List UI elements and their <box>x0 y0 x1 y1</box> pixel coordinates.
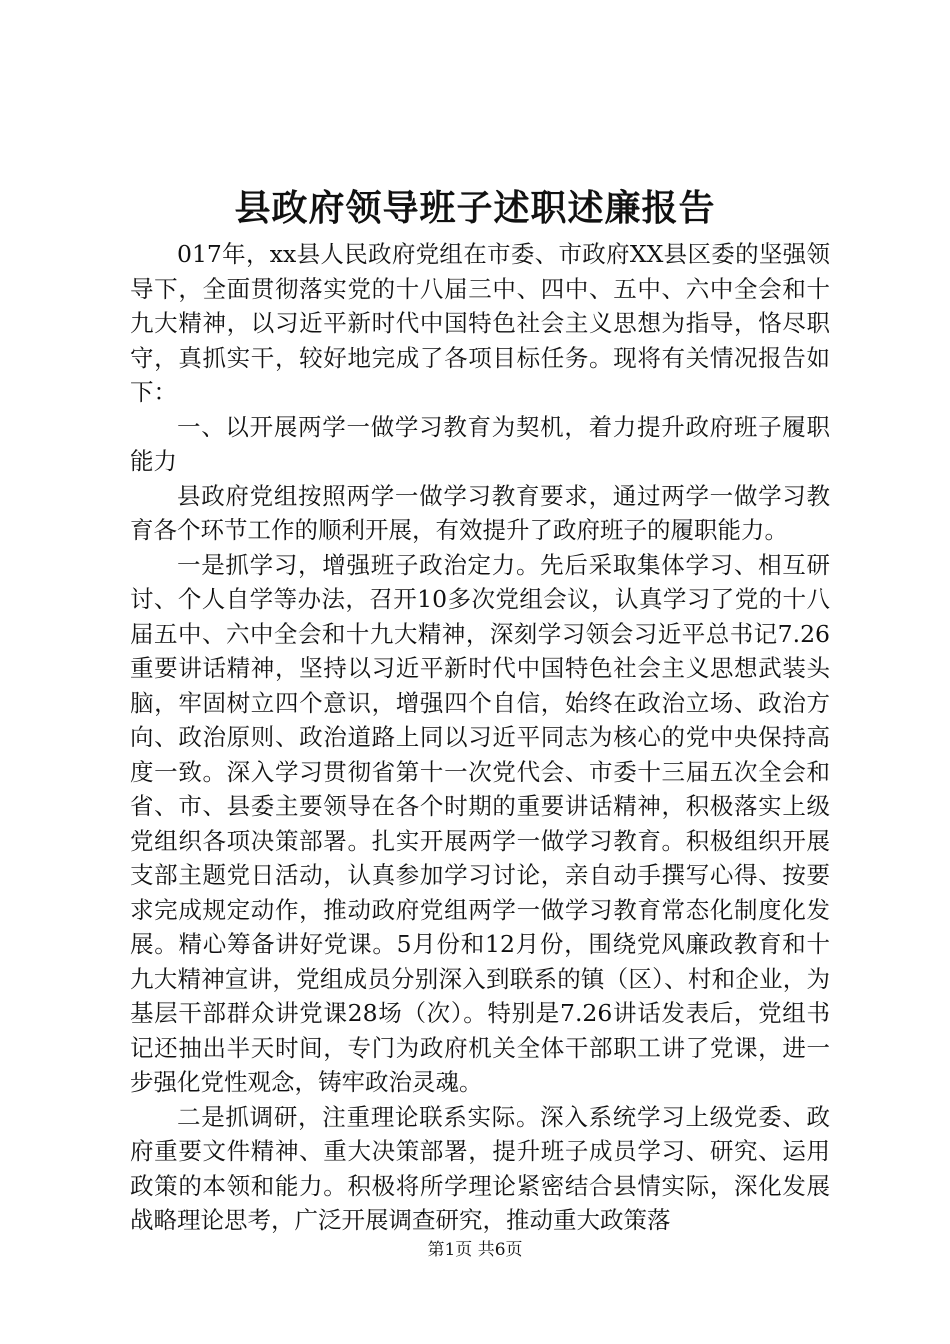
paragraph-study: 一是抓学习，增强班子政治定力。先后采取集体学习、相互研讨、个人自学等办法，召开10多次党组会议，认真学习了党的十八届五中、六中全会和十九大精神，深刻学习领会习近平总书记7.26重要讲话精神，坚持以习近平新时代中国特色社会主义思想武装头脑，牢固树立四个意识，增强四个自信，始终在政治立场、政治方向、政治原则、政治道路上同以习近平同志为核心的党中央保持高度一致。深入学习贯彻省第十一次党代会、市委十三届五次全会和省、市、县委主要领导在各个时期的重要讲话精神，积极落实上级党组织各项决策部署。扎实开展两学一做学习教育。积极组织开展支部主题党日活动，认真参加学习讨论，亲自动手撰写心得、按要求完成规定动作，推动政府党组两学一做学习教育常态化制度化发展。精心筹备讲好党课。5月份和12月份，围绕党风廉政教育和十九大精神宣讲，党组成员分别深入到联系的镇（区）、村和企业，为基层干部群众讲党课28场（次）。特别是7.26讲话发表后，党组书记还抽出半天时间，专门为政府机关全体干部职工讲了党课，进一步强化党性观念，铸牢政治灵魂。 <box>130 550 830 1096</box>
paragraph-section-1-summary: 县政府党组按照两学一做学习教育要求，通过两学一做学习教育各个环节工作的顺利开展，有效提升了政府班子的履职能力。 <box>130 481 830 544</box>
paragraph-research: 二是抓调研，注重理论联系实际。深入系统学习上级党委、政府重要文件精神、重大决策部署，提升班子成员学习、研究、运用政策的本领和能力。积极将所学理论紧密结合县情实际，深化发展战略理论思考，广泛开展调查研究，推动重大政策落 <box>130 1102 830 1234</box>
page-number-footer: 第1页 共6页 <box>427 1240 523 1260</box>
document-title: 县政府领导班子述职述廉报告 <box>234 187 716 229</box>
document-body <box>130 237 830 1238</box>
paragraph-intro: 017年，xx县人民政府党组在市委、市政府XX县区委的坚强领导下，全面贯彻落实党的十八届三中、四中、五中、六中全会和十九大精神，以习近平新时代中国特色社会主义思想为指导，恪尽职守，真抓实干，较好地完成了各项目标任务。现将有关情况报告如下： <box>130 240 830 406</box>
section-heading-1: 一、以开展两学一做学习教育为契机，着力提升政府班子履职能力 <box>130 412 830 475</box>
